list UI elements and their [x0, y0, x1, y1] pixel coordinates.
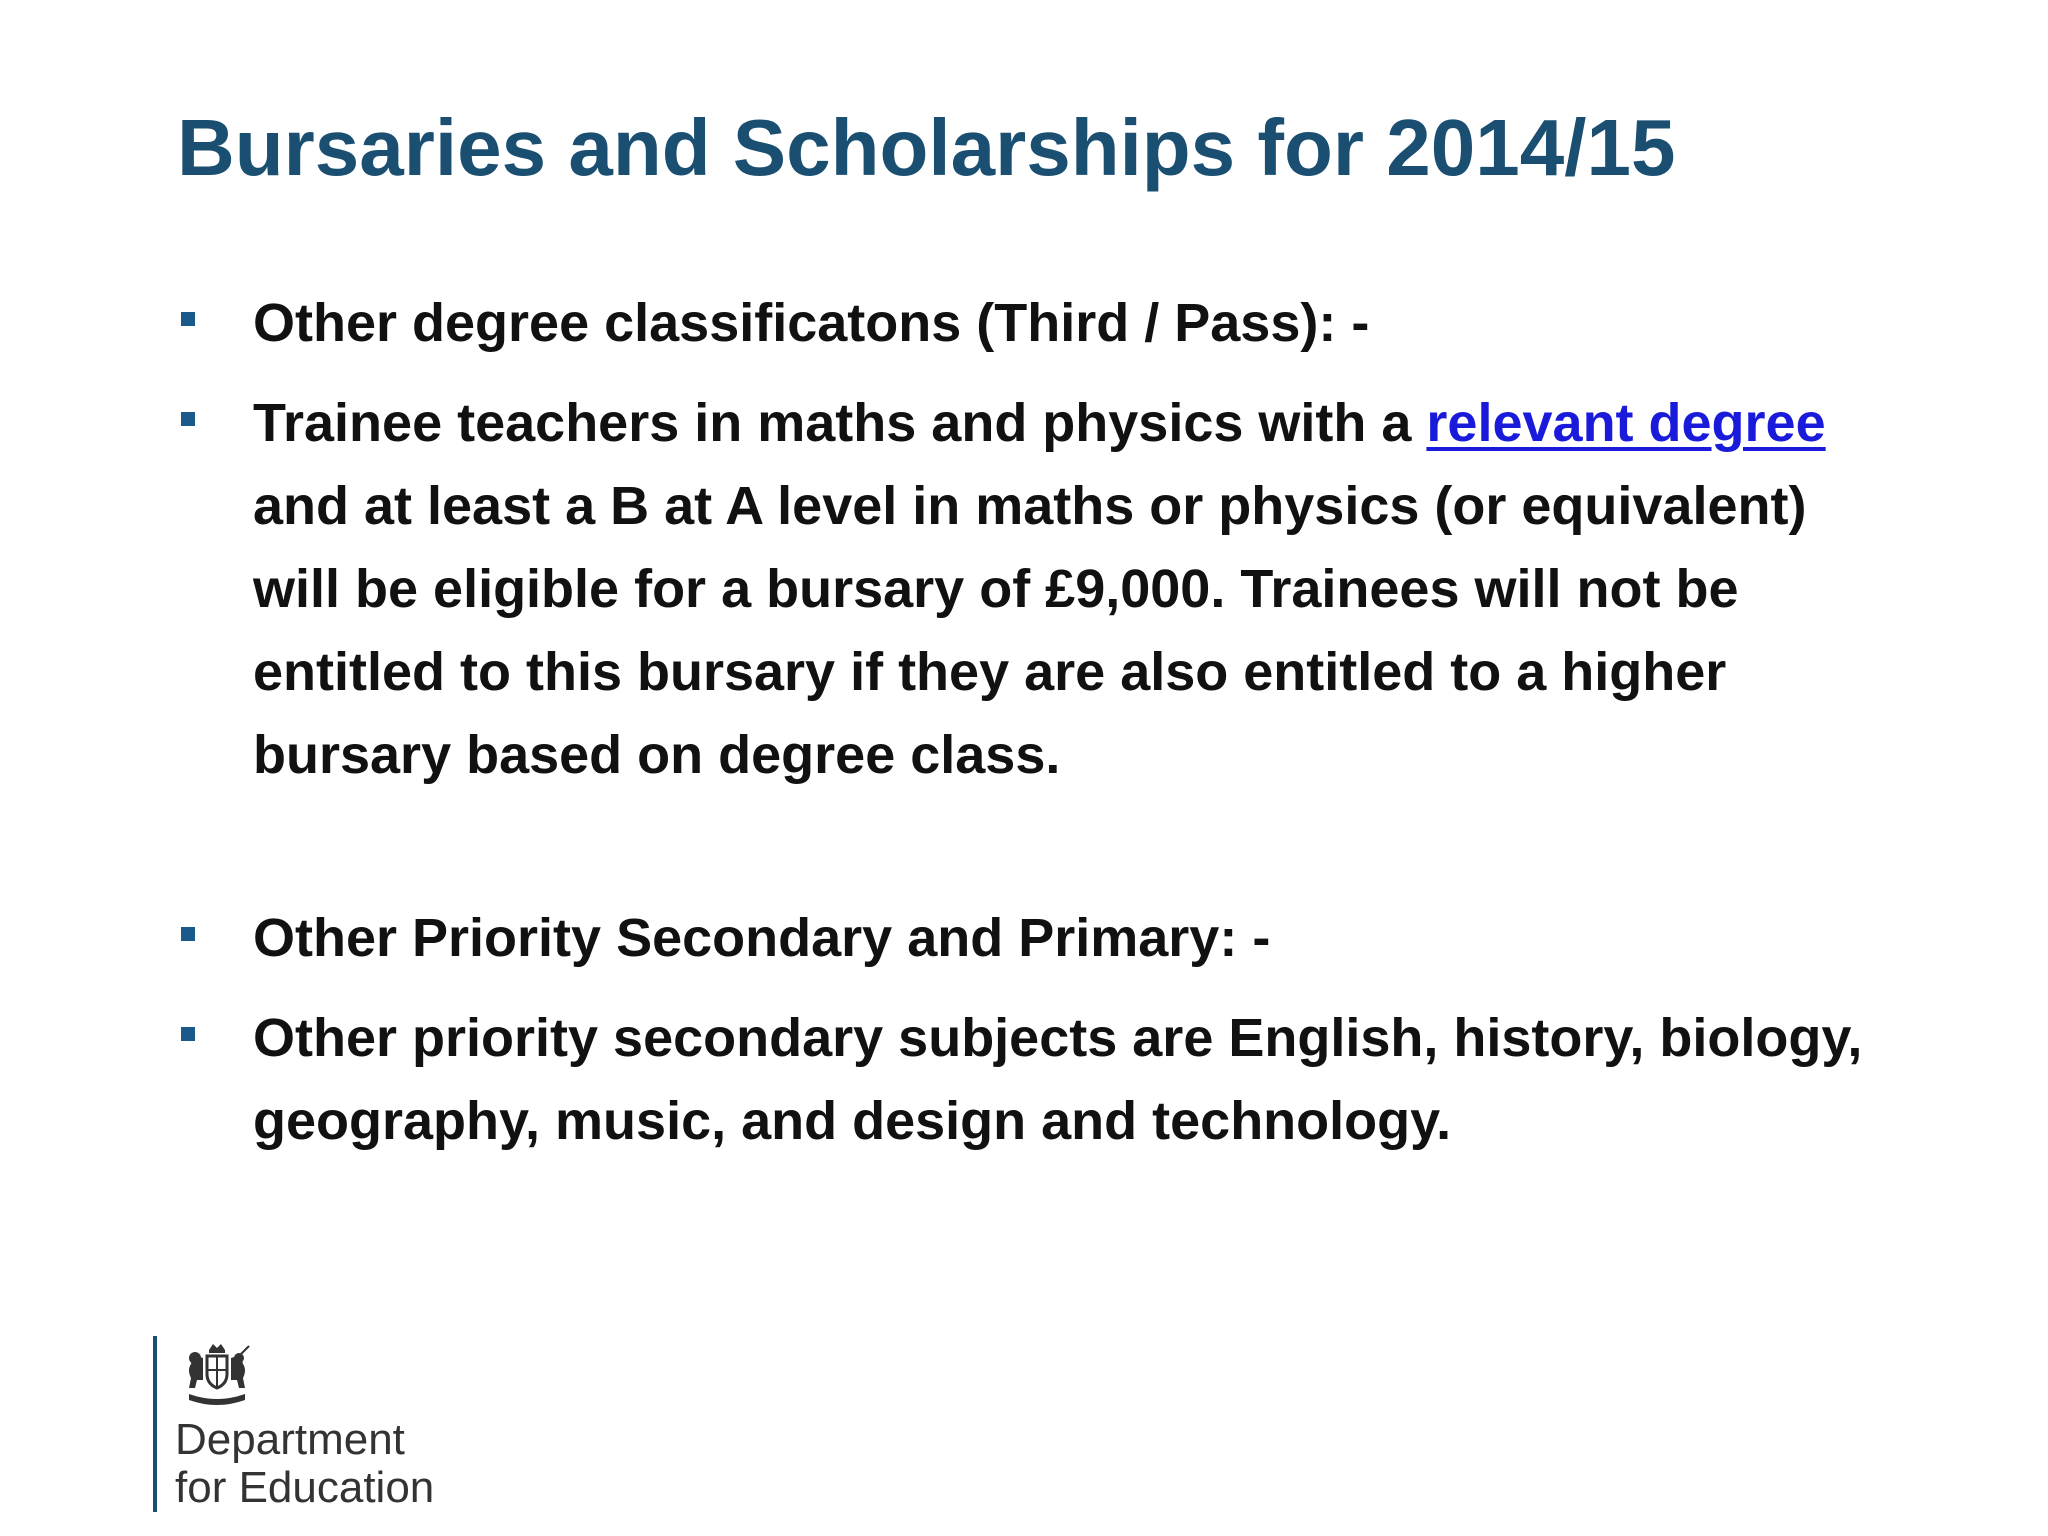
logo-divider — [153, 1336, 157, 1512]
bullet-item-other-priority — [177, 897, 1897, 980]
bullet-text-before-link: Trainee teachers in maths and physics with a — [253, 393, 1427, 453]
logo-wordmark — [175, 1416, 434, 1512]
dfe-logo — [153, 1336, 473, 1512]
bullet-text: Other Priority Secondary and Primary: - — [253, 908, 1271, 968]
slide-title: Bursaries and Scholarships for 2014/15 — [177, 103, 1676, 192]
square-bullet-icon — [181, 412, 195, 426]
relevant-degree-link[interactable]: relevant degree — [1426, 393, 1826, 453]
bullet-item-other-degree — [177, 282, 1897, 365]
square-bullet-icon — [181, 927, 195, 941]
bullet-text-after-link: and at least a B at A level in maths or physics (or equivalent) will be eligible for a bursary of £9,000. Trainees will not be entitled to this bursary if they are also entitled to a higher bursary based on degree class. — [253, 476, 1807, 785]
bullet-text: Other degree classificatons (Third / Pass): - — [253, 293, 1370, 353]
logo-line-for-education: for Education — [175, 1463, 435, 1512]
royal-coat-of-arms-icon — [173, 1340, 261, 1416]
square-bullet-icon — [181, 312, 195, 326]
bullet-item-trainee-teachers — [177, 382, 1897, 797]
bullet-list — [177, 282, 1897, 1180]
bullet-item-priority-subjects — [177, 997, 1897, 1163]
logo-line-department: Department — [175, 1415, 405, 1464]
bullet-text: Other priority secondary subjects are English, history, biology, geography, music, and design and technology. — [253, 1008, 1863, 1151]
square-bullet-icon — [181, 1027, 195, 1041]
